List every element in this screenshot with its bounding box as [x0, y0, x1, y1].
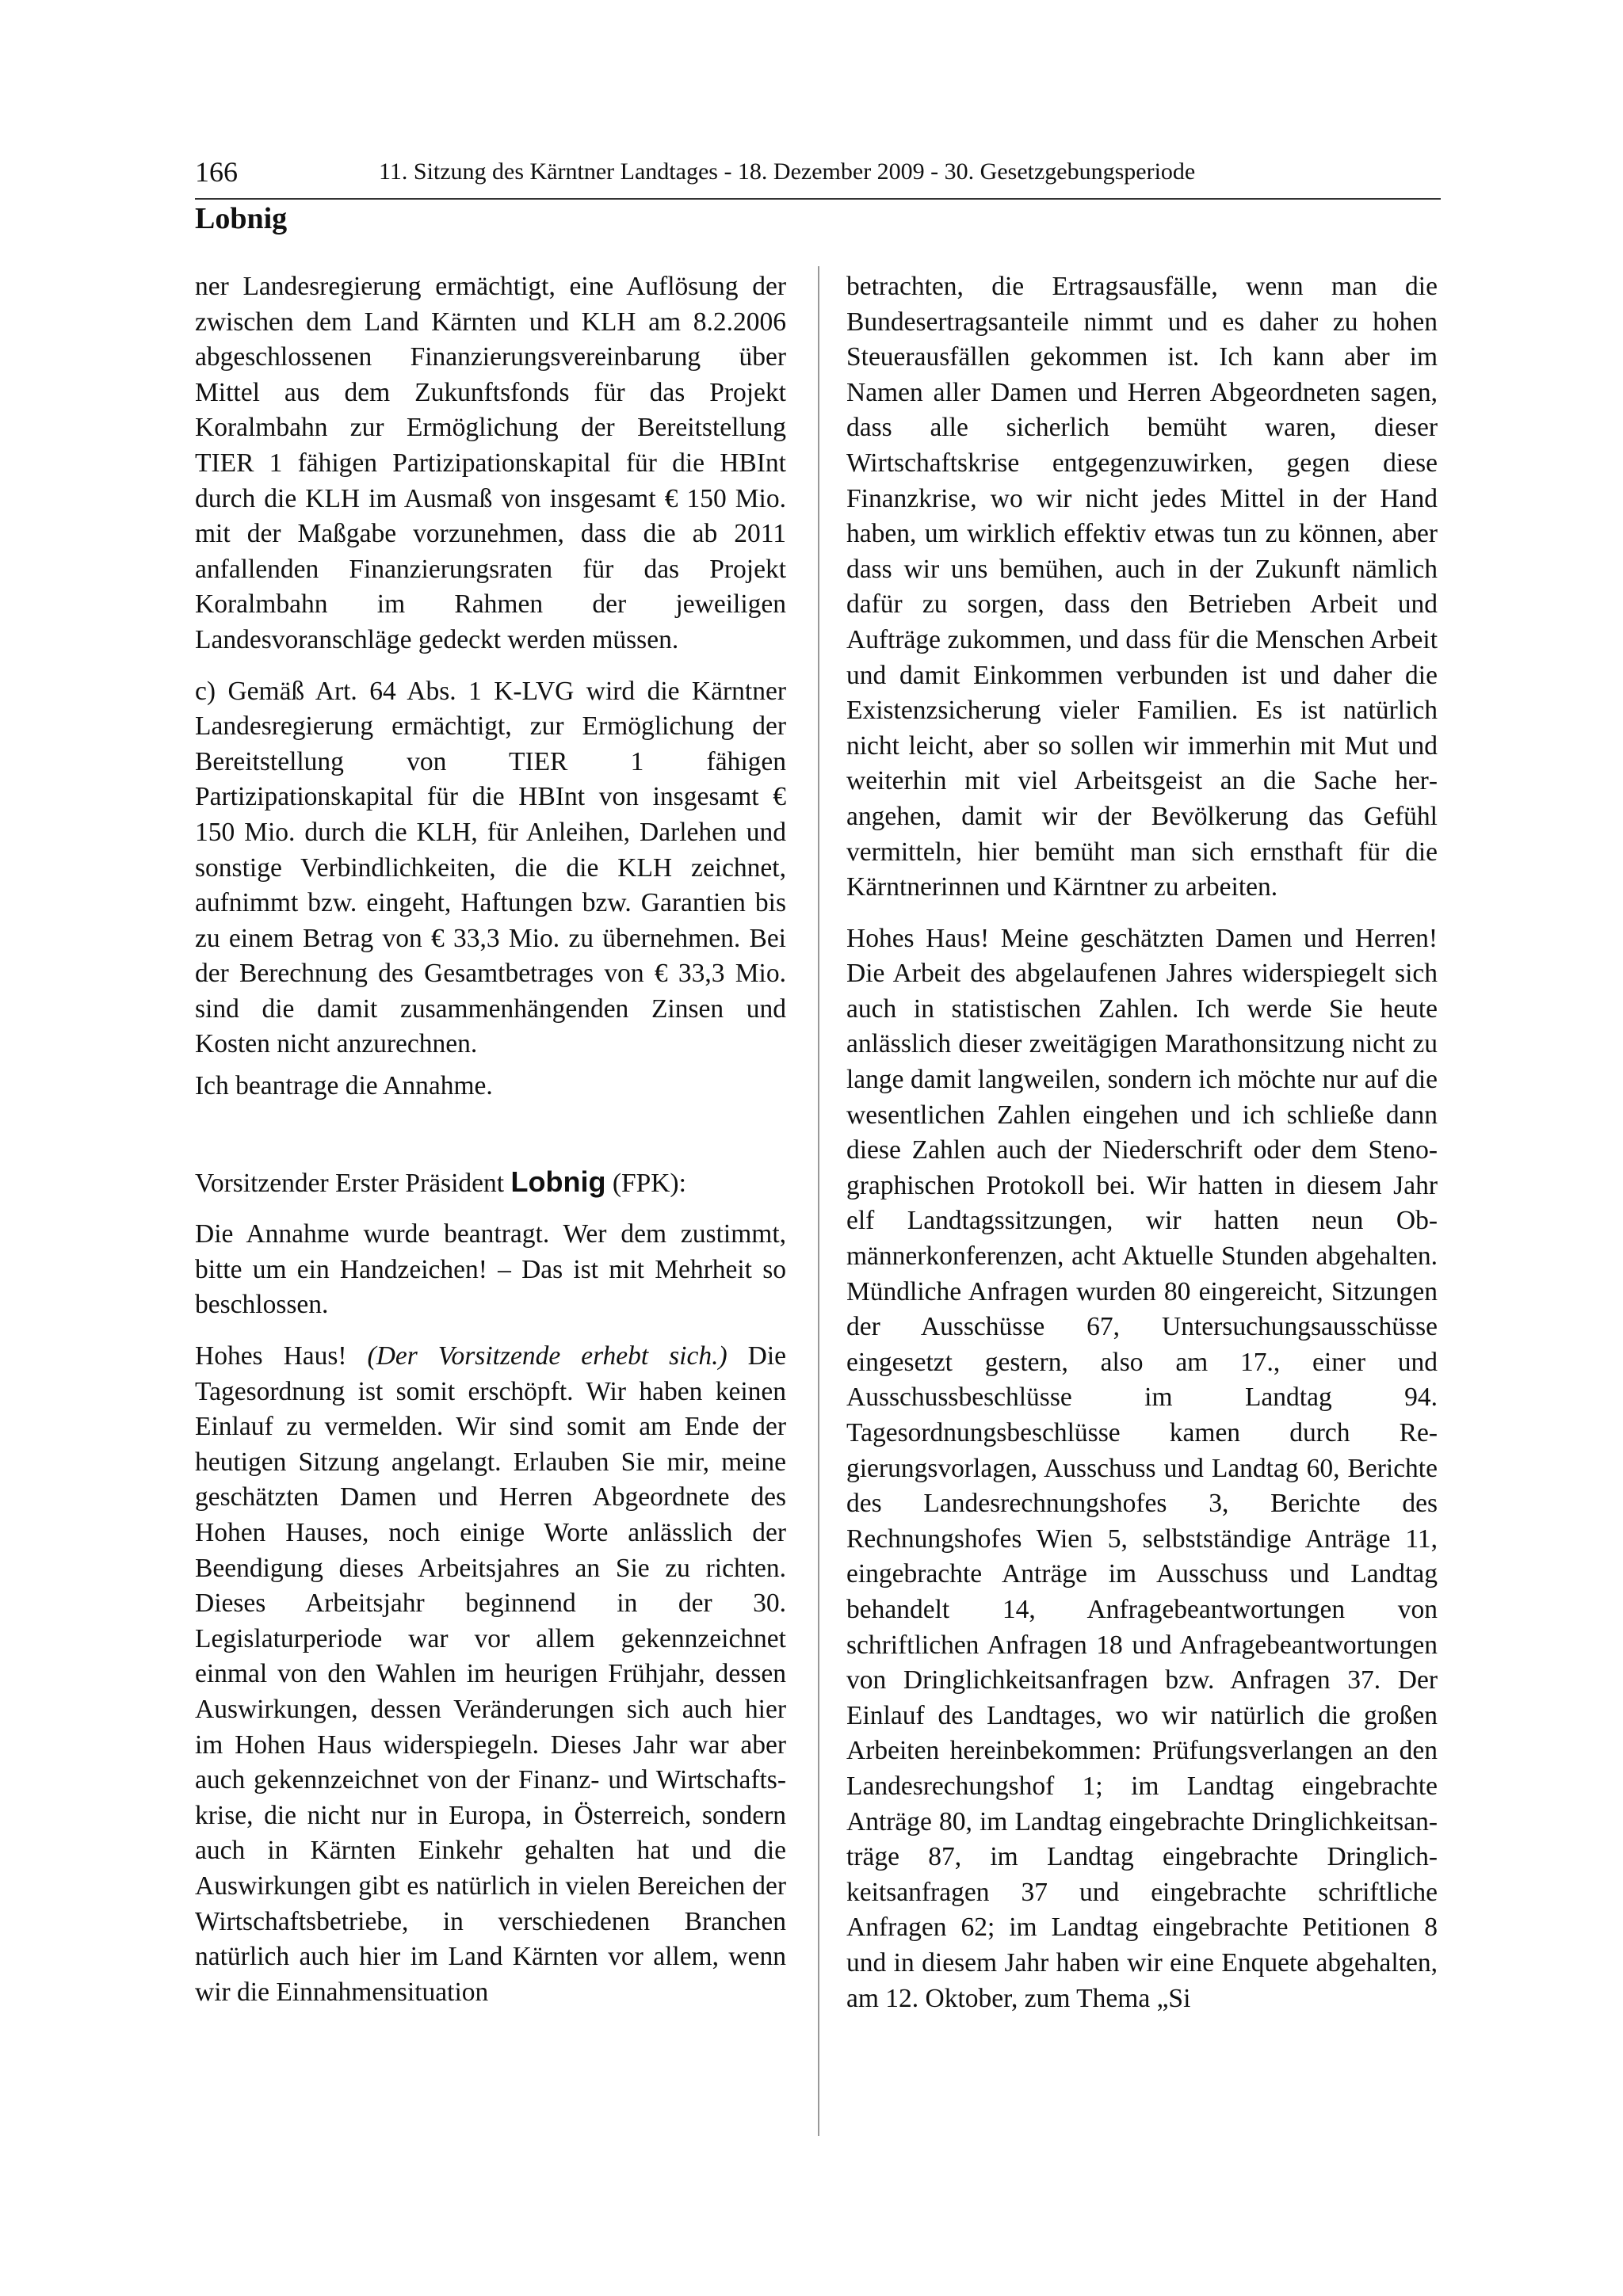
speaker-heading: Lobnig	[195, 202, 288, 235]
column-divider	[818, 266, 819, 2136]
left-paragraph-1: ner Landesregierung ermächtigt, eine Auflösung der zwischen dem Land Kärnten und KLH am 8.2.2006 abgeschlossenen Finanzierungsvereinbarung über Mittel aus dem Zukunftsfonds für das Projekt Koralmbahn zur Ermöglichung der Bereitstellung TIER 1 fähigen Partizipationskapital für die HBInt durch die KLH im Ausmaß von insgesamt € 150 Mio. mit der Maßgabe vorzunehmen, dass die ab 2011 anfallenden Finanzierungsraten für das Projekt Koralmbahn im Rahmen der jeweiligen Landesvoranschläge gedeckt werden müssen.	[195, 272, 786, 654]
left-paragraph-5	[195, 1339, 786, 2010]
header-rule	[195, 198, 1441, 200]
running-title: 11. Sitzung des Kärntner Landtages - 18. Dezember 2009 - 30. Gesetzgebungsperiode	[379, 158, 1196, 185]
speaker-line-name: Lobnig	[510, 1165, 606, 1198]
left-paragraph-2: c) Gemäß Art. 64 Abs. 1 K-LVG wird die Kärntner Landesregierung ermächtigt, zur Ermöglichung der Bereitstellung von TIER 1 fähigen Partizipationskapital für die HBInt von insgesamt € 150 Mio. durch die KLH, für Anleihen, Darlehen und sonstige Verbindlichkeiten, die die KLH zeichnet, aufnimmt bzw. eingeht, Haftungen bzw. Garantien bis zu einem Betrag von € 33,3 Mio. zu übernehmen. Bei der Berechnung des Gesamtbetrages von € 33,3 Mio. sind die damit zusammenhängenden Zinsen und Kosten nicht anzurechnen.	[195, 676, 786, 1059]
left-column	[195, 269, 786, 2026]
left-paragraph-4: Die Annahme wurde beantragt. Wer dem zustimmt, bitte um ein Handzeichen! – Das ist mit Mehrheit so beschlossen.	[195, 1219, 786, 1320]
speaker-line	[195, 1165, 786, 1202]
page-number: 166	[195, 156, 238, 188]
stage-direction: (Der Vorsitzende erhebt sich.)	[367, 1341, 727, 1371]
left-paragraph-3: Ich beantrage die Annahme.	[195, 1071, 493, 1101]
right-column	[846, 269, 1438, 2032]
right-paragraph-1: betrachten, die Ertragsausfälle, wenn man die Bundesertragsanteile nimmt und es daher zu hohen Steuerausfällen gekommen ist. Ich kann aber im Namen aller Damen und Herren Abgeordneten sagen, dass alle sicherlich bemüht waren, dieser Wirtschaftskrise entgegenzuwirken, gegen diese Finanzkrise, wo wir nicht jedes Mittel in der Hand haben, um wirklich effektiv etwas tun zu können, aber dass wir uns bemühen, auch in der Zukunft nämlich dafür zu sorgen, dass den Betrieben Arbeit und Aufträge zukommen, und dass für die Menschen Arbeit und damit Einkommen verbunden ist und daher die Existenzsicherung vieler Familien. Es ist natürlich nicht leicht, aber so sollen wir immerhin mit Mut und weiterhin mit viel Arbeitsgeist an die Sache herangehen, damit wir der Bevölkerung das Gefühl vermitteln, hier bemüht man sich ernsthaft für die Kärntnerinnen und Kärntner zu arbeiten.	[846, 272, 1438, 902]
speaker-suffix: (FPK):	[605, 1168, 686, 1198]
p5-start: Hohes Haus!	[195, 1341, 368, 1371]
right-paragraph-2: Hohes Haus! Meine geschätzten Damen und Herren! Die Arbeit des abgelaufenen Jahres widerspiegelt sich auch in statistischen Zahlen. Ich werde Sie heute anlässlich dieser zweitägigen Marathonsitzung nicht zu lange damit langweilen, sondern ich möchte nur auf die wesentlichen Zahlen eingehen und ich schließe dann diese Zahlen auch der Niederschrift oder dem Stenographischen Protokoll bei. Wir hatten in diesem Jahr elf Landtagssitzungen, wir hatten neun Obmännerkonferenzen, acht Aktuelle Stunden abgehalten. Mündliche Anfragen wurden 80 eingereicht, Sitzungen der Ausschüsse 67, Untersuchungsausschüsse eingesetzt gestern, also am 17., einer und Ausschussbeschlüsse im Landtag 94. Tagesordnungsbeschlüsse kamen durch Regierungsvorlagen, Ausschuss und Landtag 60, Berichte des Landesrechnungshofes 3, Berichte des Rechnungshofes Wien 5, selbstständige Anträge 11, eingebrachte Anträge im Ausschuss und Landtag behandelt 14, Anfragebeantwortungen von schriftlichen Anfragen 18 und Anfragebeantwortungen von Dringlichkeitsanfragen bzw. Anfragen 37. Der Einlauf des Landtages, wo wir natürlich die großen Arbeiten hereinbekommen: Prüfungsverlangen an den Landesrechungshof 1; im Landtag eingebrachte Anträge 80, im Landtag eingebrachte Dringlichkeitsanträge 87, im Landtag eingebrachte Dringlichkeitsanfragen 37 und eingebrachte schriftliche Anfragen 62; im Landtag eingebrachte Petitionen 8 und in diesem Jahr haben wir eine Enquete abgehalten, am 12. Oktober, zum Thema „Si	[846, 923, 1438, 2013]
p5-rest: Die Tagesordnung ist somit erschöpft. Wir haben keinen Einlauf zu vermelden. Wir sind somit am Ende der heutigen Sitzung angelangt. Erlauben Sie mir, meine geschätzten Damen und Herren Abgeordnete des Hohen Hauses, noch einige Worte anlässlich der Beendigung dieses Arbeitsjahres an Sie zu richten. Dieses Arbeitsjahr beginnend in der 30. Legislaturperiode war vor allem gekennzeichnet einmal von den Wahlen im heurigen Frühjahr, dessen Auswirkungen, dessen Veränderungen sich auch hier im Hohen Haus widerspiegeln. Dieses Jahr war aber auch gekennzeichnet von der Finanz- und Wirtschaftskrise, die nicht nur in Europa, in Österreich, sondern auch in Kärnten Einkehr gehalten hat und die Auswirkungen gibt es natürlich in vielen Bereichen der Wirtschaftsbetriebe, in verschiedenen Branchen natürlich auch hier im Land Kärnten vor allem, wenn wir die Einnahmensituation	[195, 1341, 786, 2007]
speaker-prefix: Vorsitzender Erster Präsident	[195, 1168, 511, 1198]
